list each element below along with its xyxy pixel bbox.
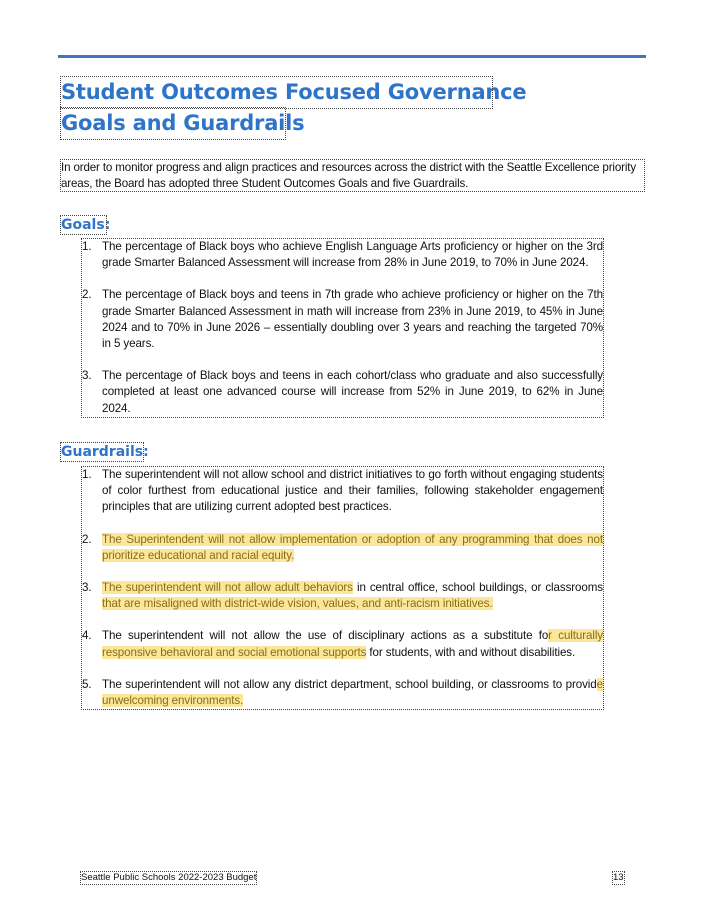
goals-list (82, 239, 603, 417)
page-title (61, 77, 527, 139)
guardrails-heading: Guardrails: (61, 444, 149, 460)
intro-paragraph: In order to monitor progress and align practices and resources across the district with the Seattle Excellence priority areas, the Board has adopted three Student Outcomes Goals and five Guardrails. (61, 160, 644, 191)
goals-heading: Goals: (61, 217, 111, 233)
footer-document-title: Seattle Public Schools 2022-2023 Budget (81, 872, 257, 883)
item-text: The percentage of Black boys who achieve English Language Arts proficiency or higher on the 3rd grade Smarter Balanced Assessment will increase from 28% in June 2019, to 70% in June 2024. (102, 240, 603, 270)
item-number: 3. (82, 369, 92, 383)
guardrails-list (82, 467, 603, 709)
item-number: 1. (82, 240, 92, 253)
list-item (82, 532, 603, 564)
highlighted-text: r culturally responsive behavioral and social emotional supports (102, 629, 603, 659)
list-item (82, 677, 603, 709)
item-number: 4. (82, 629, 92, 643)
header-rule (58, 55, 646, 58)
item-number: 3. (82, 581, 92, 595)
list-item (82, 287, 603, 352)
highlighted-text: The superintendent will not allow adult behaviors (102, 581, 353, 595)
highlighted-text: The Superintendent will not allow implementation or adoption of any programming that does not prioritize educational and racial equity. (102, 532, 603, 562)
list-item (82, 368, 603, 417)
item-text: The superintendent will not allow the use of disciplinary actions as a substitute fo (102, 629, 549, 643)
list-item (82, 580, 603, 612)
highlighted-text: e unwelcoming environments. (102, 677, 603, 708)
list-item (82, 239, 603, 271)
item-text: The superintendent will not allow school and district initiatives to go forth without engaging students of color furthest from educational justice and their families, following stakeholder engagement principles that are utilizing current adopted best practices. (102, 468, 603, 514)
item-text: for students, with and without disabilities. (366, 645, 576, 659)
title-line-2: Goals and Guardrails (61, 108, 285, 139)
item-number: 2. (82, 288, 92, 302)
page-number: 13 (613, 872, 624, 883)
item-text: The percentage of Black boys and teens in each cohort/class who graduate and also successfully completed at least one advanced course will increase from 52% in June 2019, to 62% in June 2024. (102, 369, 603, 415)
item-number: 2. (82, 532, 92, 546)
title-line-1: Student Outcomes Focused Governance (61, 77, 492, 108)
item-text: The percentage of Black boys and teens in 7th grade who achieve proficiency or higher on the 7th grade Smarter Balanced Assessment in math will increase from 23% in June 2019, to 45% in June 2024 and to 70% in June 2026 – essentially doubling over 3 years and reaching the targeted 70% in 5 years. (102, 288, 603, 351)
list-item (82, 628, 603, 660)
item-number: 5. (82, 677, 92, 691)
item-text: in central office, school buildings, or classrooms (352, 581, 603, 595)
highlighted-text: that are misaligned with district-wide vision, values, and anti-racism initiatives. (102, 597, 493, 611)
item-number: 1. (82, 468, 92, 481)
item-text: The superintendent will not allow any district department, school building, or classrooms to provid (102, 677, 597, 691)
list-item (82, 467, 603, 516)
